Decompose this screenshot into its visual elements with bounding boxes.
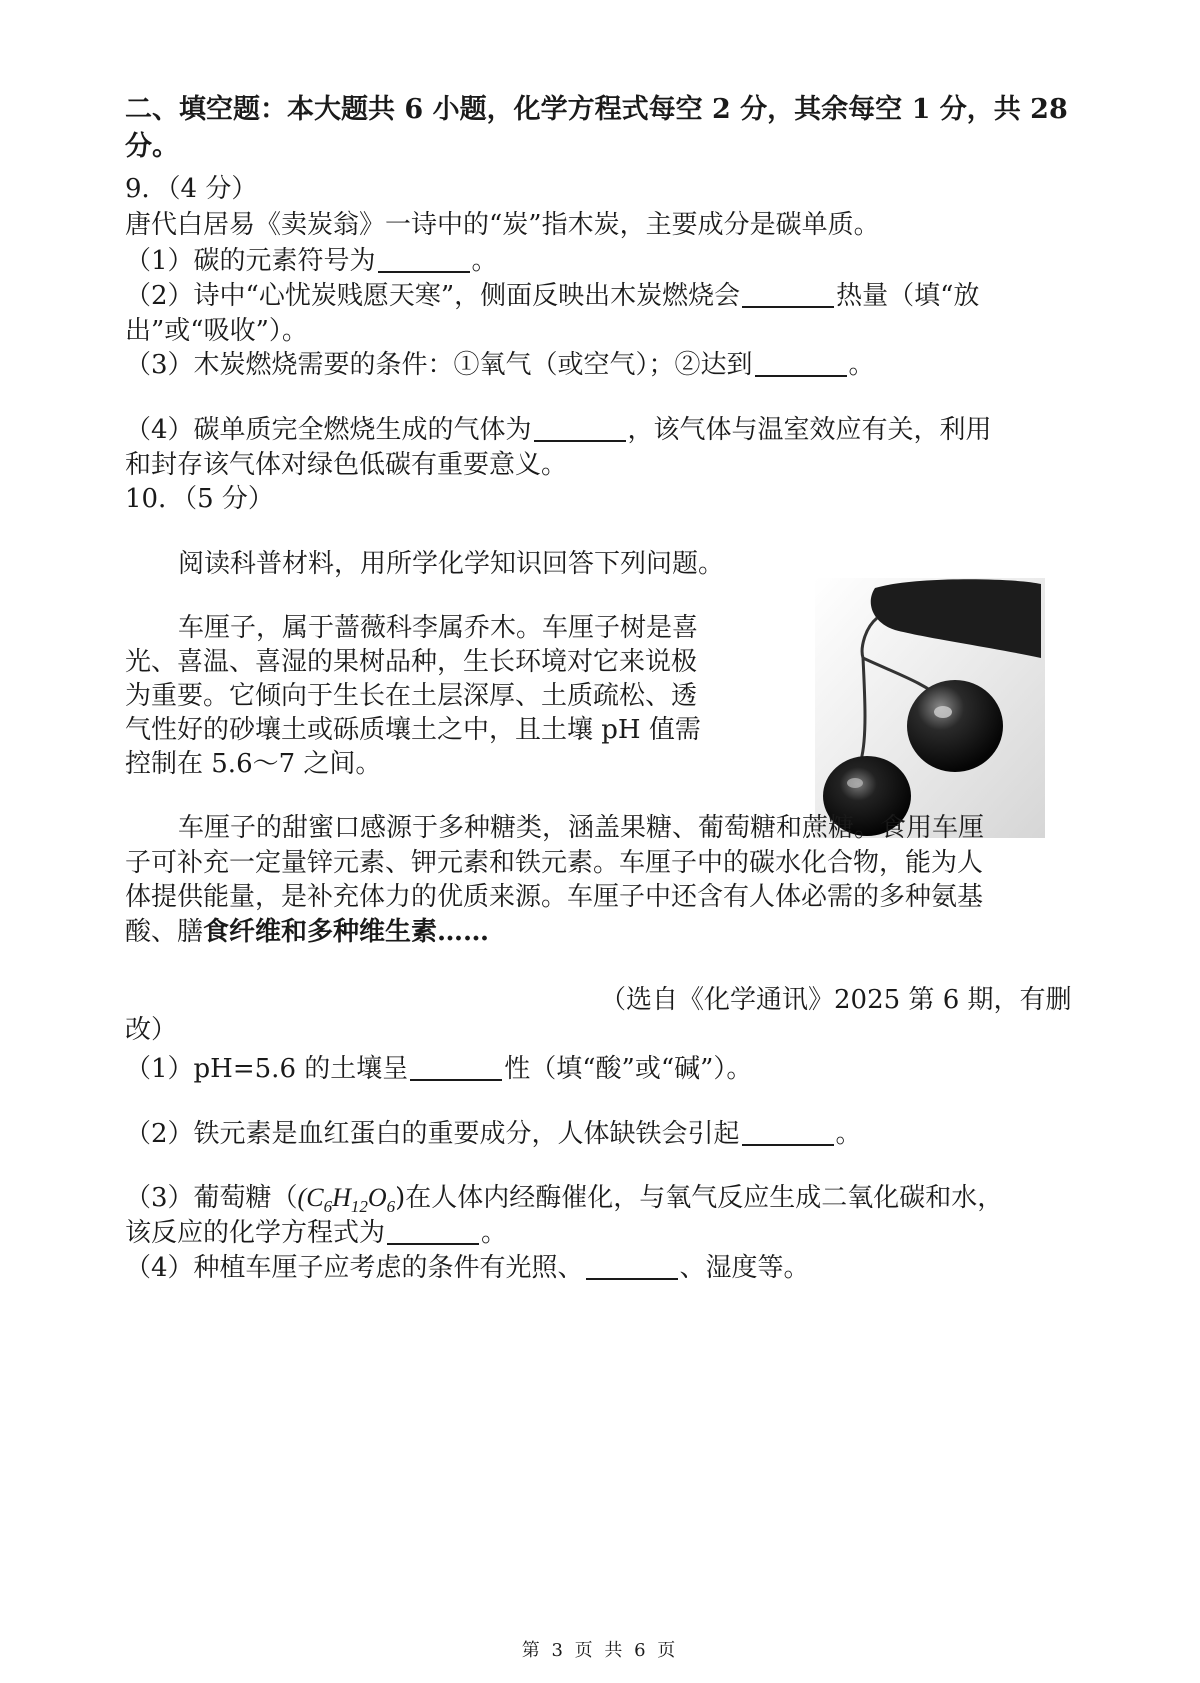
q9-intro: 唐代白居易《卖炭翁》一诗中的“炭”指木炭，主要成分是碳单质。 [125,210,880,240]
q9-part1 [125,244,498,278]
q9-part3-end: 。 [848,350,875,380]
answer-blank[interactable] [742,1118,834,1146]
q10-part1-text: （1）pH=5.6 的土壤呈 [125,1054,409,1084]
q10-part2 [125,1117,862,1151]
answer-blank[interactable] [755,349,847,377]
q10-part2-end: 。 [835,1119,862,1149]
answer-blank[interactable] [742,280,834,308]
q10-para2-line2: 子可补充一定量锌元素、钾元素和铁元素。车厘子中的碳水化合物，能为人 [125,848,984,878]
q9-part3 [125,348,875,382]
cherries-image [815,578,1045,838]
q10-para1-line3: 为重要。它倾向于生长在土层深厚、土质疏松、透 [125,681,698,711]
q10-part4-end: 、湿度等。 [679,1253,810,1283]
q10-part3-cont [125,1216,507,1250]
q9-part4-text: （4）碳单质完全燃烧生成的气体为 [125,415,532,445]
q10-para1-line1: 车厘子，属于蔷薇科李属乔木。车厘子树是喜 [178,613,699,643]
q9-part2-text: （2）诗中“心忧炭贱愿天寒”，侧面反映出木炭燃烧会 [125,281,741,311]
q10-para1-line5: 控制在 5.6～7 之间。 [125,749,382,779]
source-citation: （选自《化学通讯》2025 第 6 期，有删 [600,985,1072,1015]
answer-blank[interactable] [534,414,626,442]
q10-para2-line4 [125,915,489,949]
q10-part3-cont-text: 该反应的化学方程式为 [125,1218,386,1248]
q10-header: 10．（5 分） [125,484,274,514]
page-number: 第 3 页 共 6 页 [521,1640,679,1661]
q9-part2-cont: 出”或“吸收”）。 [125,316,308,346]
q10-para1-line4: 气性好的砂壤土或砾质壤土之中，且土壤 pH 值需 [125,715,701,745]
q9-part3-text: （3）木炭燃烧需要的条件：①氧气（或空气）；②达到 [125,350,753,380]
q10-part2-text: （2）铁元素是血红蛋白的重要成分，人体缺铁会引起 [125,1119,740,1149]
answer-blank[interactable] [378,245,470,273]
section-title-line1: 二、填空题：本大题共 6 小题，化学方程式每空 2 分，其余每空 1 分，共 28 [125,94,1068,125]
q10-part1 [125,1052,752,1086]
answer-blank[interactable] [410,1053,502,1081]
q10-para2-line1: 车厘子的甜蜜口感源于多种糖类，涵盖果糖、葡萄糖和蔗糖。食用车厘 [178,813,985,843]
q10-para2-line4-bold: 食纤维和多种维生素…… [203,917,490,947]
q9-part1-end: 。 [471,246,498,276]
q9-part4 [125,413,992,447]
q10-para2-line4-normal: 酸、膳 [125,917,204,947]
q10-part1-end: 性（填“酸”或“碱”）。 [504,1054,753,1084]
q10-part4-text: （4）种植车厘子应考虑的条件有光照、 [125,1253,584,1283]
q10-part3-end: )在人体内经酶催化，与氧气反应生成二氧化碳和水， [395,1183,1004,1213]
answer-blank[interactable] [586,1252,678,1280]
q9-part2-end: 热量（填“放 [836,281,980,311]
q9-header: 9．（4 分） [125,174,258,204]
answer-blank[interactable] [387,1217,479,1245]
q9-part1-text: （1）碳的元素符号为 [125,246,376,276]
q10-part4 [125,1251,810,1285]
section-title-line2: 分。 [125,131,179,162]
q9-part4-end: ，该气体与温室效应有关，利用 [627,415,992,445]
q10-part3-cont-end: 。 [481,1218,508,1248]
glucose-formula: ($C_6H_{12}O_6$ [297,1183,396,1216]
q10-para1-line2: 光、喜温、喜湿的果树品种，生长环境对它来说极 [125,647,698,677]
q10-para2-line3: 体提供能量，是补充体力的优质来源。车厘子中还含有人体必需的多种氨基 [125,882,984,912]
q9-part2 [125,279,979,313]
q10-intro: 阅读科普材料，用所学化学知识回答下列问题。 [178,549,725,579]
q9-part4-cont: 和封存该气体对绿色低碳有重要意义。 [125,450,568,480]
q10-part3-text: （3）葡萄糖（ [125,1183,298,1213]
cherries-photo [815,578,1045,838]
source-citation-cont: 改） [125,1015,178,1045]
